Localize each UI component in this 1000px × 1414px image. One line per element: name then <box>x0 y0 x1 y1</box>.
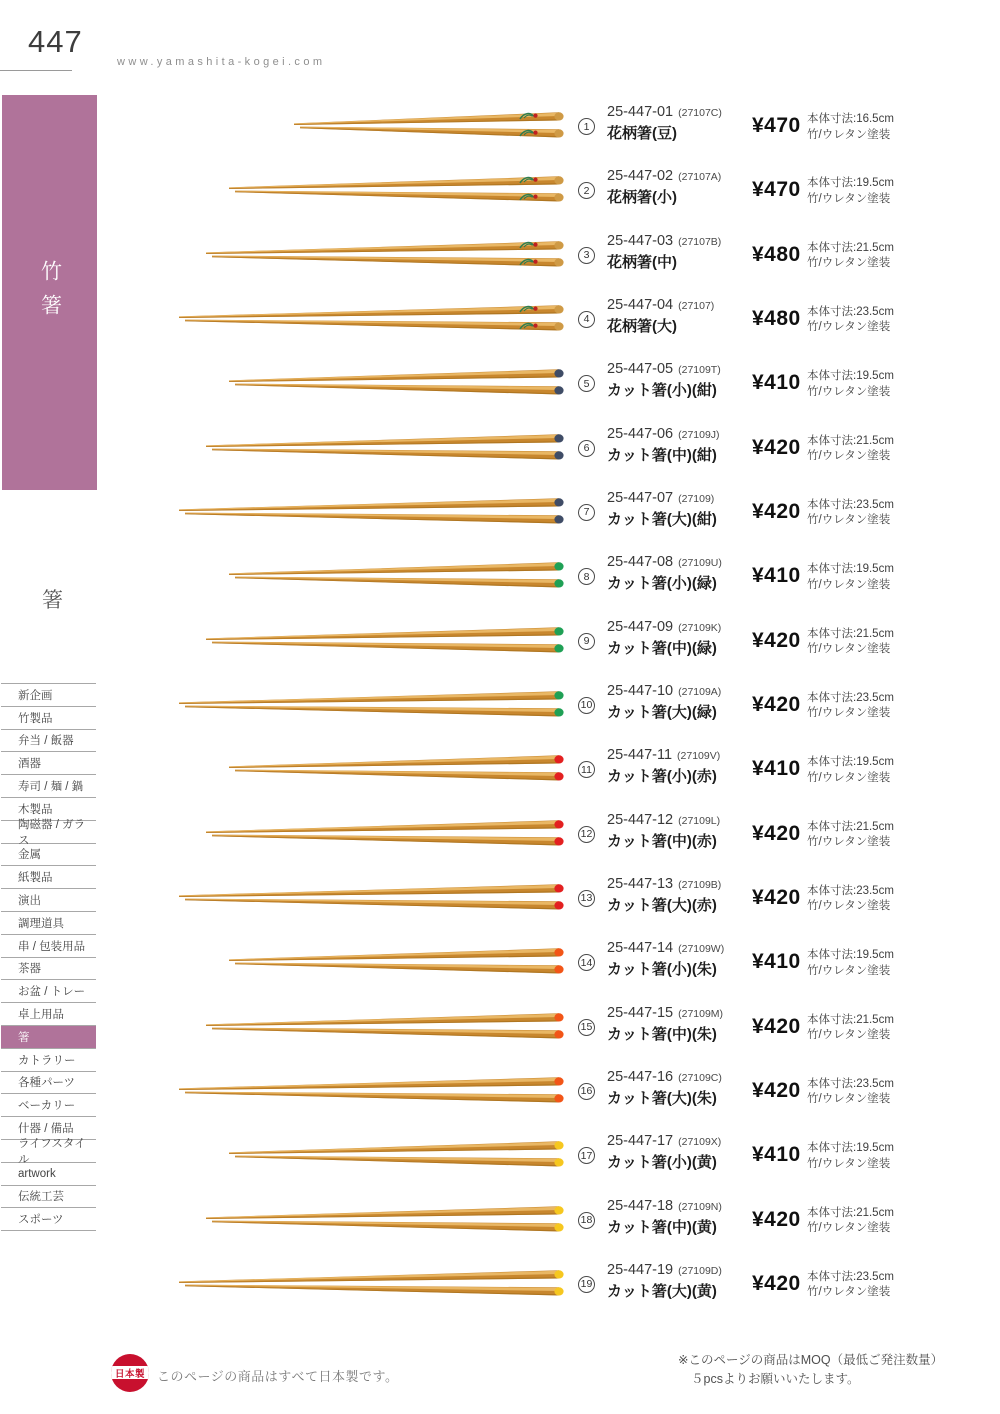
footer-note-right <box>678 1351 943 1389</box>
product-price: ¥420 <box>752 1207 801 1231</box>
product-specs <box>807 948 894 979</box>
product-spec-size: 本体寸法:19.5cm <box>807 370 894 383</box>
product-code <box>607 1069 722 1085</box>
product-index-badge: 2 <box>578 182 595 199</box>
product-spec-material: 竹/ウレタン塗装 <box>807 643 891 656</box>
product-price: ¥410 <box>752 564 801 588</box>
product-spec-size: 本体寸法:23.5cm <box>807 1270 894 1283</box>
product-row <box>0 610 1000 674</box>
sidebar-nav-item-label: 酒器 <box>18 758 41 771</box>
category-vertical-label: 竹箸 <box>38 260 62 328</box>
product-specs <box>807 176 894 207</box>
product-code-main: 25-447-11 <box>607 747 673 764</box>
product-specs <box>807 1270 894 1301</box>
product-code-main: 25-447-09 <box>607 618 674 635</box>
made-in-japan-badge <box>111 1354 149 1392</box>
sidebar-nav-item-label: 卓上用品 <box>18 1009 64 1022</box>
product-code <box>607 490 714 506</box>
product-code <box>607 104 722 120</box>
product-name: 花柄箸(中) <box>607 253 677 271</box>
product-spec-material: 竹/ウレタン塗装 <box>807 450 891 463</box>
product-code <box>607 747 720 763</box>
product-code-sub: (27109B) <box>678 878 722 891</box>
product-code-main: 25-447-13 <box>607 875 674 892</box>
product-spec-material: 竹/ウレタン塗装 <box>807 321 891 334</box>
product-name: カット箸(小)(赤) <box>607 768 717 786</box>
product-spec-size: 本体寸法:23.5cm <box>807 305 894 318</box>
chopsticks-photo <box>205 1010 565 1046</box>
product-name: カット箸(小)(緑) <box>607 575 717 593</box>
product-name: カット箸(大)(朱) <box>607 1089 717 1107</box>
product-name: 花柄箸(小) <box>607 189 677 207</box>
product-name: カット箸(中)(朱) <box>607 1025 717 1043</box>
product-spec-size: 本体寸法:19.5cm <box>807 177 894 190</box>
product-index-badge: 1 <box>578 118 595 135</box>
product-index-badge: 5 <box>578 375 595 392</box>
sidebar-nav-item-label: 箸 <box>18 1031 30 1044</box>
sidebar-nav-item-label: 伝統工芸 <box>18 1191 64 1204</box>
made-in-japan-label: 日本製 <box>114 1368 145 1380</box>
product-index-badge: 4 <box>578 311 595 328</box>
product-code-main: 25-447-16 <box>607 1068 674 1085</box>
product-spec-size: 本体寸法:21.5cm <box>807 241 894 254</box>
product-row <box>0 417 1000 481</box>
page-number-rule <box>0 70 72 71</box>
product-code-sub: (27109J) <box>678 428 720 441</box>
product-code-main: 25-447-02 <box>607 168 674 185</box>
product-price: ¥420 <box>752 692 801 716</box>
product-spec-size: 本体寸法:23.5cm <box>807 691 894 704</box>
product-code <box>607 619 721 635</box>
sidebar-nav-item-label: 木製品 <box>18 803 53 816</box>
product-code <box>607 876 721 892</box>
product-price: ¥470 <box>752 178 801 202</box>
sidebar-nav-item-label: スポーツ <box>18 1214 64 1227</box>
product-code-main: 25-447-15 <box>607 1004 674 1021</box>
chopsticks-photo <box>178 495 565 531</box>
chopsticks-photo <box>228 752 565 788</box>
product-code-sub: (27109V) <box>677 750 721 763</box>
product-row <box>0 224 1000 288</box>
product-specs <box>807 241 894 272</box>
product-code-main: 25-447-10 <box>607 682 674 699</box>
product-spec-size: 本体寸法:19.5cm <box>807 756 894 769</box>
sidebar-nav-item-label: お盆 / トレー <box>18 986 86 999</box>
product-row <box>0 867 1000 931</box>
product-index-badge: 9 <box>578 633 595 650</box>
product-row <box>0 738 1000 802</box>
product-code-sub: (27107A) <box>678 171 722 184</box>
product-name: カット箸(中)(赤) <box>607 832 717 850</box>
product-name: カット箸(中)(緑) <box>607 639 717 657</box>
sidebar-nav-item-label: 陶磁器 / ガラス <box>18 818 86 847</box>
product-spec-size: 本体寸法:19.5cm <box>807 949 894 962</box>
product-index-badge: 12 <box>578 826 595 843</box>
chopsticks-photo <box>228 173 565 209</box>
product-spec-size: 本体寸法:23.5cm <box>807 498 894 511</box>
sidebar-nav-item-label: 演出 <box>18 895 41 908</box>
product-price: ¥420 <box>752 435 801 459</box>
product-price: ¥480 <box>752 306 801 330</box>
product-spec-material: 竹/ウレタン塗装 <box>807 257 891 270</box>
sidebar-nav-item-label: 金属 <box>18 849 41 862</box>
product-specs <box>807 498 894 529</box>
made-in-japan-band <box>111 1366 149 1379</box>
product-code <box>607 1005 723 1021</box>
product-price: ¥470 <box>752 114 801 137</box>
product-code-sub: (27107) <box>678 299 715 312</box>
product-spec-size: 本体寸法:19.5cm <box>807 563 894 576</box>
product-price: ¥420 <box>752 1078 801 1102</box>
product-price: ¥420 <box>752 821 801 845</box>
product-price: ¥420 <box>752 499 801 523</box>
product-code <box>607 233 721 249</box>
product-spec-material: 竹/ウレタン塗装 <box>807 836 891 849</box>
product-spec-material: 竹/ウレタン塗装 <box>807 1093 891 1106</box>
product-row <box>0 352 1000 416</box>
product-price: ¥410 <box>752 1143 801 1167</box>
product-row <box>0 931 1000 995</box>
product-code-sub: (27109L) <box>678 814 721 827</box>
product-index-badge: 13 <box>578 890 595 907</box>
sidebar-nav-item-label: 新企画 <box>18 689 53 702</box>
page-number: 447 <box>28 24 83 59</box>
product-spec-material: 竹/ウレタン塗装 <box>807 707 891 720</box>
product-code-sub: (27109N) <box>678 1200 722 1213</box>
product-spec-size: 本体寸法:21.5cm <box>807 1013 894 1026</box>
product-index-badge: 18 <box>578 1212 595 1229</box>
sidebar-nav-item-label: 寿司 / 麺 / 鍋 <box>18 781 84 794</box>
product-code <box>607 1262 722 1278</box>
product-spec-material: 竹/ウレタン塗装 <box>807 128 891 141</box>
product-specs <box>807 1141 894 1172</box>
product-spec-material: 竹/ウレタン塗装 <box>807 771 891 784</box>
footer-moq-line1: ※このページの商品はMOQ（最低ご発注数量） <box>678 1353 944 1367</box>
footer-note-left: このページの商品はすべて日本製です。 <box>157 1369 399 1384</box>
product-name: カット箸(小)(黄) <box>607 1154 717 1172</box>
sidebar-nav-item-label: 各種パーツ <box>18 1077 76 1090</box>
product-price: ¥420 <box>752 885 801 909</box>
product-specs <box>807 691 894 722</box>
product-row <box>0 288 1000 352</box>
product-name: カット箸(大)(緑) <box>607 703 717 721</box>
product-row <box>0 1124 1000 1188</box>
product-spec-material: 竹/ウレタン塗装 <box>807 900 891 913</box>
product-spec-size: 本体寸法:16.5cm <box>807 113 894 125</box>
product-specs <box>807 305 894 336</box>
product-code-sub: (27107C) <box>678 107 722 119</box>
sidebar-nav-item-label: ライフスタイル <box>18 1137 86 1166</box>
chopsticks-photo <box>205 624 565 660</box>
product-code-sub: (27109U) <box>678 557 722 570</box>
chopsticks-photo <box>205 817 565 853</box>
product-name: カット箸(中)(紺) <box>607 446 717 464</box>
product-name: カット箸(小)(朱) <box>607 961 717 979</box>
product-name: カット箸(大)(紺) <box>607 510 717 528</box>
product-price: ¥420 <box>752 1271 801 1295</box>
sidebar-nav-item-label: ベーカリー <box>18 1100 76 1113</box>
product-specs <box>807 369 894 400</box>
product-row <box>0 95 1000 159</box>
product-code <box>607 1133 721 1149</box>
chopsticks-photo <box>178 1267 565 1303</box>
sidebar-nav-item-label: artwork <box>18 1167 56 1180</box>
product-code-main: 25-447-05 <box>607 361 674 378</box>
product-name: カット箸(小)(紺) <box>607 382 717 400</box>
product-name: 花柄箸(豆) <box>607 125 677 142</box>
chopsticks-photo <box>205 238 565 274</box>
product-row <box>0 1189 1000 1253</box>
product-code-sub: (27109D) <box>678 1264 722 1277</box>
product-spec-material: 竹/ウレタン塗装 <box>807 192 891 205</box>
product-index-badge: 3 <box>578 247 595 264</box>
product-spec-material: 竹/ウレタン塗装 <box>807 1157 891 1170</box>
chopsticks-photo <box>205 431 565 467</box>
sidebar-nav-item-label: 紙製品 <box>18 872 53 885</box>
product-code <box>607 812 720 828</box>
chopsticks-photo <box>228 366 565 402</box>
footer-moq-line2: ５pcsよりお願いいたします。 <box>691 1372 860 1386</box>
sidebar-nav-item-label: カトラリー <box>18 1054 76 1067</box>
product-spec-material: 竹/ウレタン塗装 <box>807 578 891 591</box>
chopsticks-photo <box>178 302 565 338</box>
product-specs <box>807 1013 894 1044</box>
product-name: カット箸(中)(黄) <box>607 1218 717 1236</box>
product-code-main: 25-447-06 <box>607 425 674 442</box>
product-code-main: 25-447-12 <box>607 811 674 828</box>
product-code <box>607 1198 722 1214</box>
product-code <box>607 554 722 570</box>
product-code-main: 25-447-04 <box>607 296 674 313</box>
sidebar-nav-item-label: 竹製品 <box>18 712 53 725</box>
product-specs <box>807 884 894 915</box>
product-index-badge: 8 <box>578 568 595 585</box>
product-code <box>607 168 721 184</box>
product-row <box>0 159 1000 223</box>
product-code-main: 25-447-01 <box>607 104 674 120</box>
product-index-badge: 16 <box>578 1083 595 1100</box>
product-price: ¥410 <box>752 950 801 974</box>
product-index-badge: 15 <box>578 1019 595 1036</box>
product-spec-size: 本体寸法:21.5cm <box>807 820 894 833</box>
product-specs <box>807 820 894 851</box>
product-name: 花柄箸(大) <box>607 317 677 335</box>
product-code-main: 25-447-07 <box>607 489 674 506</box>
product-code <box>607 940 724 956</box>
product-index-badge: 7 <box>578 504 595 521</box>
product-row <box>0 996 1000 1060</box>
chopsticks-photo <box>228 1138 565 1174</box>
product-name: カット箸(大)(黄) <box>607 1282 717 1300</box>
chopsticks-photo <box>228 559 565 595</box>
product-row <box>0 674 1000 738</box>
product-code <box>607 361 721 377</box>
product-specs <box>807 627 894 658</box>
chopsticks-photo <box>178 688 565 724</box>
product-spec-material: 竹/ウレタン塗装 <box>807 1286 891 1299</box>
product-code-sub: (27107B) <box>678 235 722 248</box>
product-code-sub: (27109M) <box>678 1007 724 1020</box>
product-specs <box>807 562 894 593</box>
product-row <box>0 545 1000 609</box>
product-price: ¥410 <box>752 371 801 395</box>
product-spec-material: 竹/ウレタン塗装 <box>807 385 891 398</box>
product-code <box>607 297 714 313</box>
product-index-badge: 19 <box>578 1276 595 1293</box>
product-row <box>0 1253 1000 1317</box>
product-row <box>0 481 1000 545</box>
product-index-badge: 6 <box>578 440 595 457</box>
product-code-main: 25-447-19 <box>607 1261 674 1278</box>
product-spec-size: 本体寸法:23.5cm <box>807 884 894 897</box>
product-price: ¥420 <box>752 628 801 652</box>
product-code-sub: (27109) <box>678 492 715 505</box>
chopsticks-photo <box>293 109 565 145</box>
sidebar-nav-item-label: 什器 / 備品 <box>18 1123 74 1136</box>
product-code-sub: (27109C) <box>678 1071 722 1084</box>
product-spec-size: 本体寸法:21.5cm <box>807 627 894 640</box>
product-row <box>0 803 1000 867</box>
product-spec-material: 竹/ウレタン塗装 <box>807 1222 891 1235</box>
product-specs <box>807 1077 894 1108</box>
chopsticks-photo <box>205 1203 565 1239</box>
product-spec-size: 本体寸法:23.5cm <box>807 1077 894 1090</box>
product-code-sub: (27109X) <box>678 1136 722 1149</box>
product-code-main: 25-447-08 <box>607 554 674 571</box>
product-specs <box>807 1206 894 1237</box>
product-price: ¥480 <box>752 242 801 266</box>
product-index-badge: 14 <box>578 954 595 971</box>
product-code-main: 25-447-17 <box>607 1133 674 1150</box>
sidebar-nav-item-label: 調理道具 <box>18 917 64 930</box>
product-name: カット箸(大)(赤) <box>607 896 717 914</box>
chopsticks-photo <box>178 1074 565 1110</box>
product-spec-material: 竹/ウレタン塗装 <box>807 964 891 977</box>
product-index-badge: 17 <box>578 1147 595 1164</box>
product-specs <box>807 112 894 143</box>
product-specs <box>807 434 894 465</box>
chopsticks-photo <box>228 945 565 981</box>
product-index-badge: 10 <box>578 697 595 714</box>
product-spec-size: 本体寸法:21.5cm <box>807 1206 894 1219</box>
product-code-sub: (27109K) <box>678 621 722 634</box>
product-code-main: 25-447-18 <box>607 1197 674 1214</box>
product-code-main: 25-447-14 <box>607 940 674 957</box>
sidebar-nav-item-label: 串 / 包装用品 <box>18 940 86 953</box>
category-sub-label: 箸 <box>42 589 63 612</box>
product-price: ¥420 <box>752 1014 801 1038</box>
product-spec-size: 本体寸法:21.5cm <box>807 434 894 447</box>
product-price: ¥410 <box>752 757 801 781</box>
sidebar-nav-item-label: 茶器 <box>18 963 41 976</box>
product-code <box>607 426 720 442</box>
product-code <box>607 683 721 699</box>
product-row <box>0 1060 1000 1124</box>
product-code-main: 25-447-03 <box>607 232 674 249</box>
product-code-sub: (27109W) <box>678 943 725 956</box>
sidebar-nav-item-label: 弁当 / 飯器 <box>18 735 74 748</box>
product-code-sub: (27109A) <box>678 685 722 698</box>
chopsticks-photo <box>178 881 565 917</box>
product-specs <box>807 755 894 786</box>
product-code-sub: (27109T) <box>678 364 721 377</box>
product-spec-material: 竹/ウレタン塗装 <box>807 514 891 527</box>
product-spec-material: 竹/ウレタン塗装 <box>807 1029 891 1042</box>
product-index-badge: 11 <box>578 761 595 778</box>
product-spec-size: 本体寸法:19.5cm <box>807 1142 894 1155</box>
site-url: www.yamashita-kogei.com <box>117 56 326 68</box>
